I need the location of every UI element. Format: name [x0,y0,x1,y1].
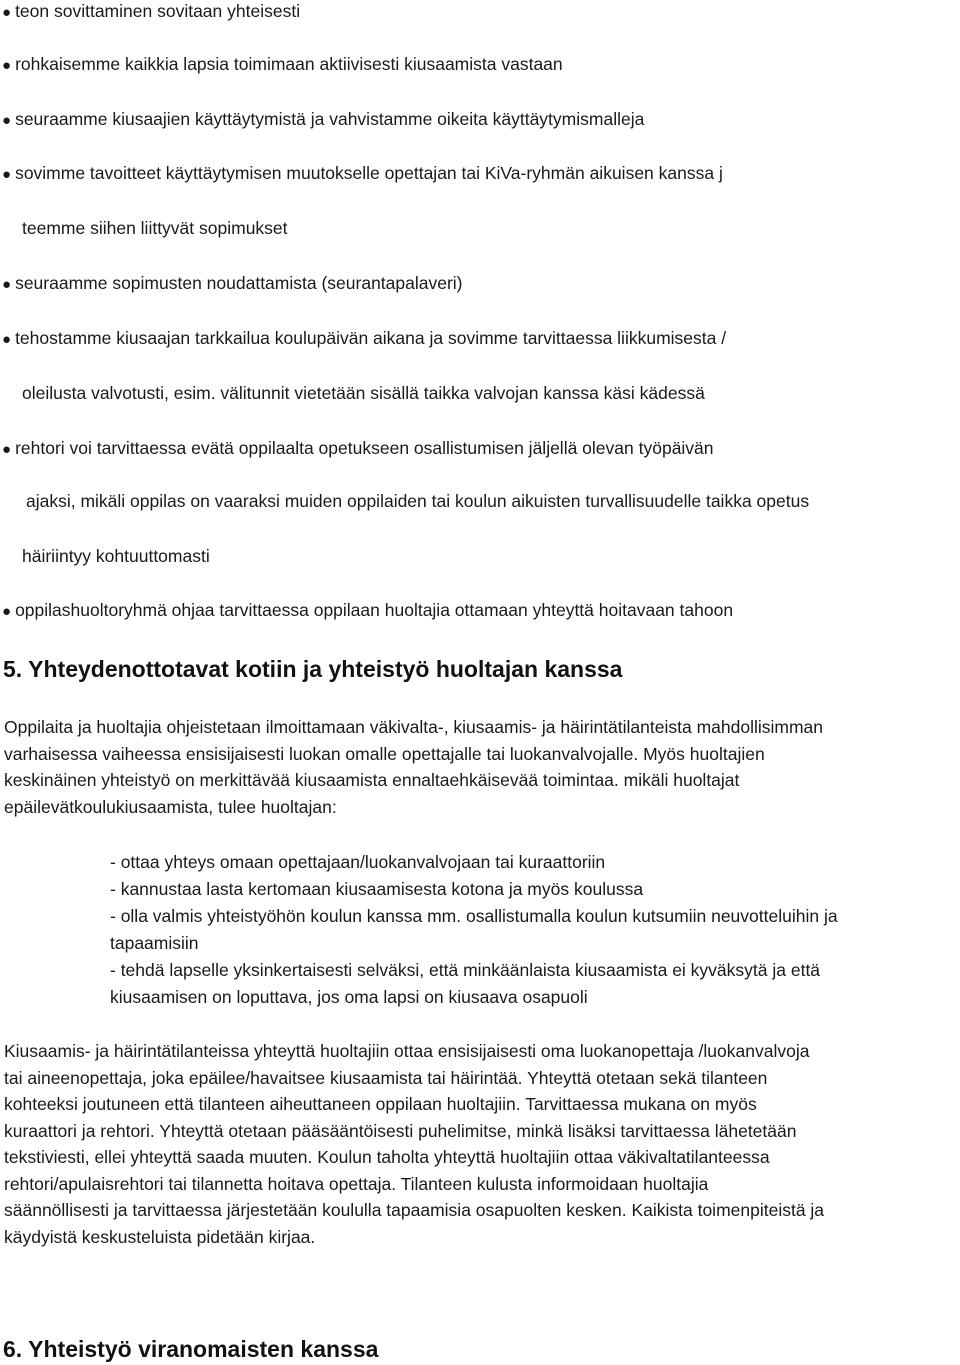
list-item-continuation: häiriintyy kohtuuttomasti [22,546,210,566]
bullet-icon: ● [2,331,12,348]
dash-list-item: - olla valmis yhteistyöhön koulun kanssa mm. osallistumalla koulun kutsumiin neuvotteluihin ja [110,906,838,926]
bullet-icon: ● [2,166,12,183]
section-heading: 5. Yhteydenottotavat kotiin ja yhteistyö huoltajan kanssa [3,656,623,682]
bullet-icon: ● [2,57,12,74]
list-item-continuation: oleilusta valvotusti, esim. välitunnit vietetään sisällä taikka valvojan kanssa käsi kädessä [22,383,705,403]
list-item: ● rohkaisemme kaikkia lapsia toimimaan aktiivisesti kiusaamista vastaan [2,54,563,74]
list-item-continuation: ajaksi, mikäli oppilas on vaaraksi muiden oppilaiden tai koulun aikuisten turvallisuudelle taikka opetus [26,491,810,511]
dash-list-item: - kannustaa lasta kertomaan kiusaamisesta kotona ja myös koulussa [110,879,644,899]
list-item: ● sovimme tavoitteet käyttäytymisen muutokselle opettajan tai KiVa-ryhmän aikuisen kanssa j [2,163,723,183]
paragraph: Kiusaamis- ja häirintätilanteissa yhteyttä huoltajiin ottaa ensisijaisesti oma luokanopettaja /luokanvalvoja tai aineenopettaja, joka epäilee/havaitsee kiusaamista tai häirintää. Yhteyttä otetaan sekä tilanteen kohteeksi joutuneen että tilanteen aiheuttaneen oppilaan huoltajiin. Tarvittaessa mukana on myös kuraattori ja rehtori. Yhteyttä otetaan pääsääntöisesti puhelimitse, minkä lisäksi tarvittaessa lähetetään tekstiviesti, ellei yhteyttä saada muuten. Koulun taholta yhteyttä huoltajiin ottaa väkivaltatilanteessa rehtori/apulaisrehtori tai tilannetta hoitava opettaja. Tilanteen kulusta informoidaan huoltajia säännöllisesti ja tarvittaessa järjestetään koululla tapaamisia osapuolten kesken. Kaikista toimenpiteistä ja käydyistä keskusteluista pidetään kirjaa. [4,1041,825,1247]
section-heading: 6. Yhteistyö viranomaisten kanssa [3,1336,379,1362]
dash-list-item: - tehdä lapselle yksinkertaisesti selväksi, että minkäänlaista kiusaamista ei kyväksytä ja että [110,960,821,980]
dash-list [110,849,838,1011]
list-item: ● seuraamme sopimusten noudattamista (seurantapalaveri) [2,273,463,293]
dash-list-item: kiusaamisen on loputtava, jos oma lapsi on kiusaava osapuoli [110,987,588,1007]
dash-list-item: tapaamisiin [110,933,199,953]
list-item-continuation: teemme siihen liittyvät sopimukset [22,218,288,238]
bullet-icon: ● [2,112,12,129]
list-item: ● rehtori voi tarvittaessa evätä oppilaalta opetukseen osallistumisen jäljellä olevan työpäivän [2,438,714,458]
list-item: ● seuraamme kiusaajien käyttäytymistä ja vahvistamme oikeita käyttäytymismalleja [2,109,645,129]
paragraph: Oppilaita ja huoltajia ohjeistetaan ilmoittamaan väkivalta-, kiusaamis- ja häirintätilanteista mahdollisimman varhaisessa vaiheessa ensisijaisesti luokan omalle opettajalle tai luokanvalvojalle. Myös huoltajien keskinäinen yhteistyö on merkittävää kiusaamista ennaltaehkäisevää toimintaa. mikäli huoltajat epäilevätkoulukiusaamista, tulee huoltajan: [4,717,824,817]
bullet-icon: ● [2,603,12,620]
dash-list-item: - ottaa yhteys omaan opettajaan/luokanvalvojaan tai kuraattoriin [110,852,606,872]
bullet-icon: ● [2,276,12,293]
list-item: ● oppilashuoltoryhmä ohjaa tarvittaessa oppilaan huoltajia ottamaan yhteyttä hoitavaan tahoon [2,600,734,620]
list-item: ● teon sovittaminen sovitaan yhteisesti [2,1,301,21]
bullet-icon: ● [2,441,12,458]
bullet-icon: ● [2,4,12,21]
list-item: ● tehostamme kiusaajan tarkkailua koulupäivän aikana ja sovimme tarvittaessa liikkumisesta / [2,328,727,348]
